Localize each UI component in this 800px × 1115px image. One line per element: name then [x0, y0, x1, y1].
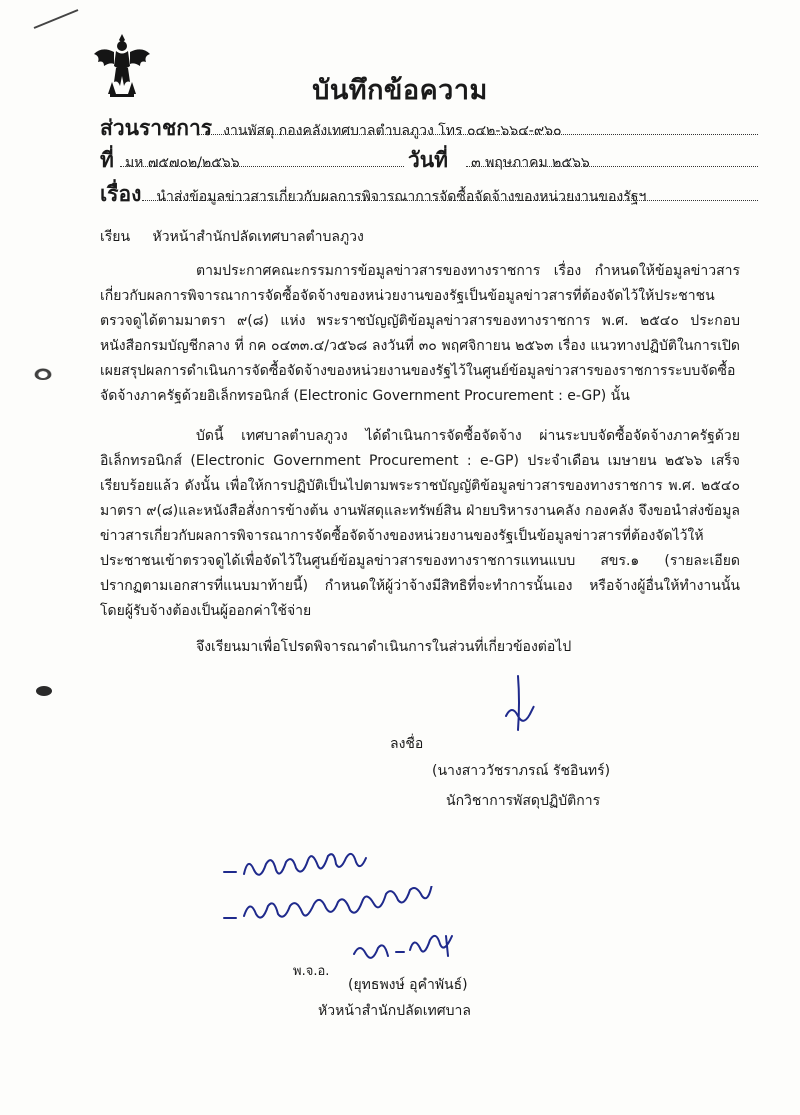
signer-name: (นางสาววัชราภรณ์ รัชอินทร์) [432, 763, 611, 779]
approver-name: (ยุทธพงษ์ อุคำพันธ์) [348, 977, 468, 993]
date-label: วันที่ [408, 148, 448, 172]
salutation-label: เรียน [100, 229, 131, 245]
paragraph-1 [100, 259, 740, 409]
scan-line-mark [32, 6, 82, 32]
agency-value: งานพัสดุ กองคลังเทศบาลตำบลภูวง โทร ๐๔๒-๖๖๔-๙๖๐ [223, 123, 562, 139]
subject-label: เรื่อง [100, 182, 142, 206]
agency-underline [198, 134, 758, 135]
date-value: ๓ พฤษภาคม ๒๕๖๖ [471, 155, 590, 171]
signer-position: นักวิชาการพัสดุปฏิบัติการ [446, 793, 601, 809]
approver-position: หัวหน้าสำนักปลัดเทศบาล [318, 1003, 471, 1019]
punch-hole-top [34, 368, 52, 380]
paragraph-2 [100, 424, 740, 624]
approver-rank: พ.จ.อ. [293, 964, 330, 979]
signature-scribble-main [478, 672, 558, 742]
approval-signature-scribble [350, 930, 470, 966]
paragraph-1-text: ตามประกาศคณะกรรมการข้อมูลข่าวสารของทางราชการ เรื่อง กำหนดให้ข้อมูลข่าวสารเกี่ยวกับผลการพิจารณาการจัดซื้อจัดจ้างของหน่วยงานของรัฐเป็นข้อมูลข่าวสารที่ต้องจัดไว้ให้ประชาชนตรวจดูได้ตามมาตรา ๙(๘) แห่ง พระราชบัญญัติข้อมูลข่าวสารของทางราชการ พ.ศ. ๒๕๔๐ ประกอบหนังสือกรมบัญชีกลาง ที่ กค ๐๔๓๓.๔/ว๕๖๘ ลงวันที่ ๓๐ พฤศจิกายน ๒๕๖๓ เรื่อง แนวทางปฏิบัติในการเปิดเผยสรุปผลการดำเนินการจัดซื้อจัดจ้างของหน่วยงานของรัฐไว้ในศูนย์ข้อมูลข่าวสารของราชการระบบจัดซื้อจัดจ้างภาครัฐด้วยอิเล็กทรอนิกส์ (Electronic Government Procurement : e-GP) นั้น [100, 263, 740, 404]
salutation [100, 226, 364, 248]
memo-title: บันทึกข้อความ [312, 75, 488, 106]
handwritten-note-line-2 [222, 886, 522, 930]
paragraph-3: จึงเรียนมาเพื่อโปรดพิจารณาดำเนินการในส่วนที่เกี่ยวข้องต่อไป [196, 639, 572, 655]
handwritten-note-line-1 [222, 844, 442, 884]
date-row [408, 144, 590, 177]
subject-value: นำส่งข้อมูลข่าวสารเกี่ยวกับผลการพิจารณาการจัดซื้อจัดจ้างของหน่วยงานของรัฐฯ [156, 189, 647, 205]
punch-hole-bottom [36, 686, 52, 696]
doc-number-value: มห ๗๕๗๐๒/๒๕๖๖ [124, 155, 240, 171]
subject-row [100, 178, 646, 211]
doc-number-underline [120, 166, 404, 167]
doc-number-row [100, 144, 240, 177]
date-underline [466, 166, 758, 167]
agency-label: ส่วนราชการ [100, 116, 213, 140]
subject-underline [142, 200, 758, 201]
salutation-value: หัวหน้าสำนักปลัดเทศบาลตำบลภูวง [152, 229, 364, 245]
sign-label: ลงชื่อ [390, 736, 424, 752]
paragraph-2-text: บัดนี้ เทศบาลตำบลภูวง ได้ดำเนินการจัดซื้อจัดจ้าง ผ่านระบบจัดซื้อจัดจ้างภาครัฐด้วยอิเล็กทรอนิกส์ (Electronic Government Procurement : e-GP) ประจำเดือน เมษายน ๒๕๖๖ เสร็จเรียบร้อยแล้ว ดังนั้น เพื่อให้การปฏิบัติเป็นไปตามพระราชบัญญัติข้อมูลข่าวสารของทางราชการ พ.ศ. ๒๕๔๐ มาตรา ๙(๘)และหนังสือสั่งการข้างต้น งานพัสดุและทรัพย์สิน ฝ่ายบริหารงานคลัง กองคลัง จึงขอนำส่งข้อมูลข่าวสารเกี่ยวกับผลการพิจารณาการจัดซื้อจัดจ้างของหน่วยงานของรัฐเป็นข้อมูลข่าวสารที่ต้องจัดไว้ให้ประชาชนเข้าตรวจดูได้เพื่อจัดไว้ในศูนย์ข้อมูลข่าวสารของทางราชการแทนแบบ สขร.๑ (รายละเอียดปรากฏตามเอกสารที่แนบมาท้ายนี้) กำหนดให้ผู้ว่าจ้างมีสิทธิที่จะทำการนั้นเอง หรือจ้างผู้อื่นให้ทำงานนั้น โดยผู้รับจ้างต้องเป็นผู้ออกค่าใช้จ่าย [100, 428, 740, 619]
agency-row [100, 112, 562, 145]
doc-number-label: ที่ [100, 148, 114, 172]
